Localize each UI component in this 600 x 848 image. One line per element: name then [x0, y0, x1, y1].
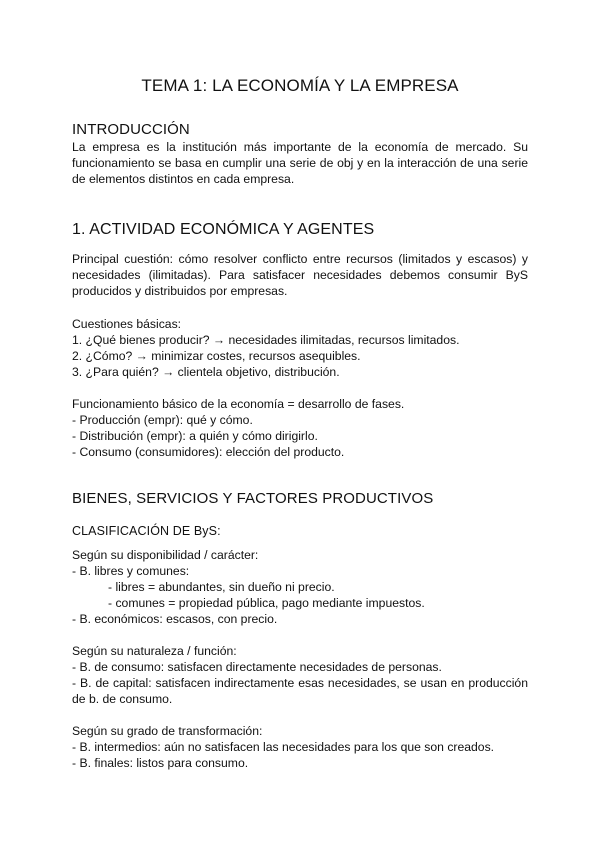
- phase-item: - Distribución (empr): a quién y cómo dirigirlo.: [72, 429, 318, 443]
- group1-title: Según su disponibilidad / carácter:: [72, 548, 259, 562]
- question-item: 1. ¿Qué bienes producir? → necesidades ilimitadas, recursos limitados.: [72, 333, 460, 347]
- group1-line: - B. económicos: escasos, con precio.: [72, 612, 278, 626]
- group2-line: - B. de capital: satisfacen indirectamente esas necesidades, se usan en producción de b. de consumo.: [72, 676, 528, 707]
- phases-title: Funcionamiento básico de la economía = desarrollo de fases.: [72, 397, 405, 411]
- section2-heading: BIENES, SERVICIOS Y FACTORES PRODUCTIVOS: [72, 490, 434, 507]
- intro-heading: INTRODUCCIÓN: [72, 121, 190, 138]
- phase-item: - Consumo (consumidores): elección del producto.: [72, 445, 345, 459]
- section2-subheading: CLASIFICACIÓN DE ByS:: [72, 524, 221, 538]
- phase-item: - Producción (empr): qué y cómo.: [72, 413, 253, 427]
- questions-title: Cuestiones básicas:: [72, 317, 182, 331]
- question-item: 3. ¿Para quién? → clientela objetivo, distribución.: [72, 365, 340, 379]
- group2-line: - B. de consumo: satisfacen directamente necesidades de personas.: [72, 660, 442, 674]
- group1-line: - B. libres y comunes:: [72, 564, 190, 578]
- group1-line-indented: - comunes = propiedad pública, pago mediante impuestos.: [108, 596, 425, 610]
- section1-paragraph: Principal cuestión: cómo resolver conflicto entre recursos (limitados y escasos) y necesidades (ilimitadas). Para satisfacer necesidades debemos consumir ByS producidos y distribuidos por empresas.: [72, 252, 528, 299]
- group3-line: - B. intermedios: aún no satisfacen las necesidades para los que son creados.: [72, 740, 495, 754]
- document-title: TEMA 1: LA ECONOMÍA Y LA EMPRESA: [141, 76, 459, 95]
- intro-paragraph: La empresa es la institución más importante de la economía de mercado. Su funcionamiento se basa en cumplir una serie de obj y en la interacción de una serie de elementos distintos en cada empresa.: [72, 140, 528, 187]
- section1-heading: 1. ACTIVIDAD ECONÓMICA Y AGENTES: [72, 221, 375, 238]
- group1-line-indented: - libres = abundantes, sin dueño ni precio.: [108, 580, 335, 594]
- group3-line: - B. finales: listos para consumo.: [72, 756, 249, 770]
- group3-title: Según su grado de transformación:: [72, 724, 263, 738]
- question-item: 2. ¿Cómo? → minimizar costes, recursos asequibles.: [72, 349, 361, 363]
- group2-title: Según su naturaleza / función:: [72, 644, 237, 658]
